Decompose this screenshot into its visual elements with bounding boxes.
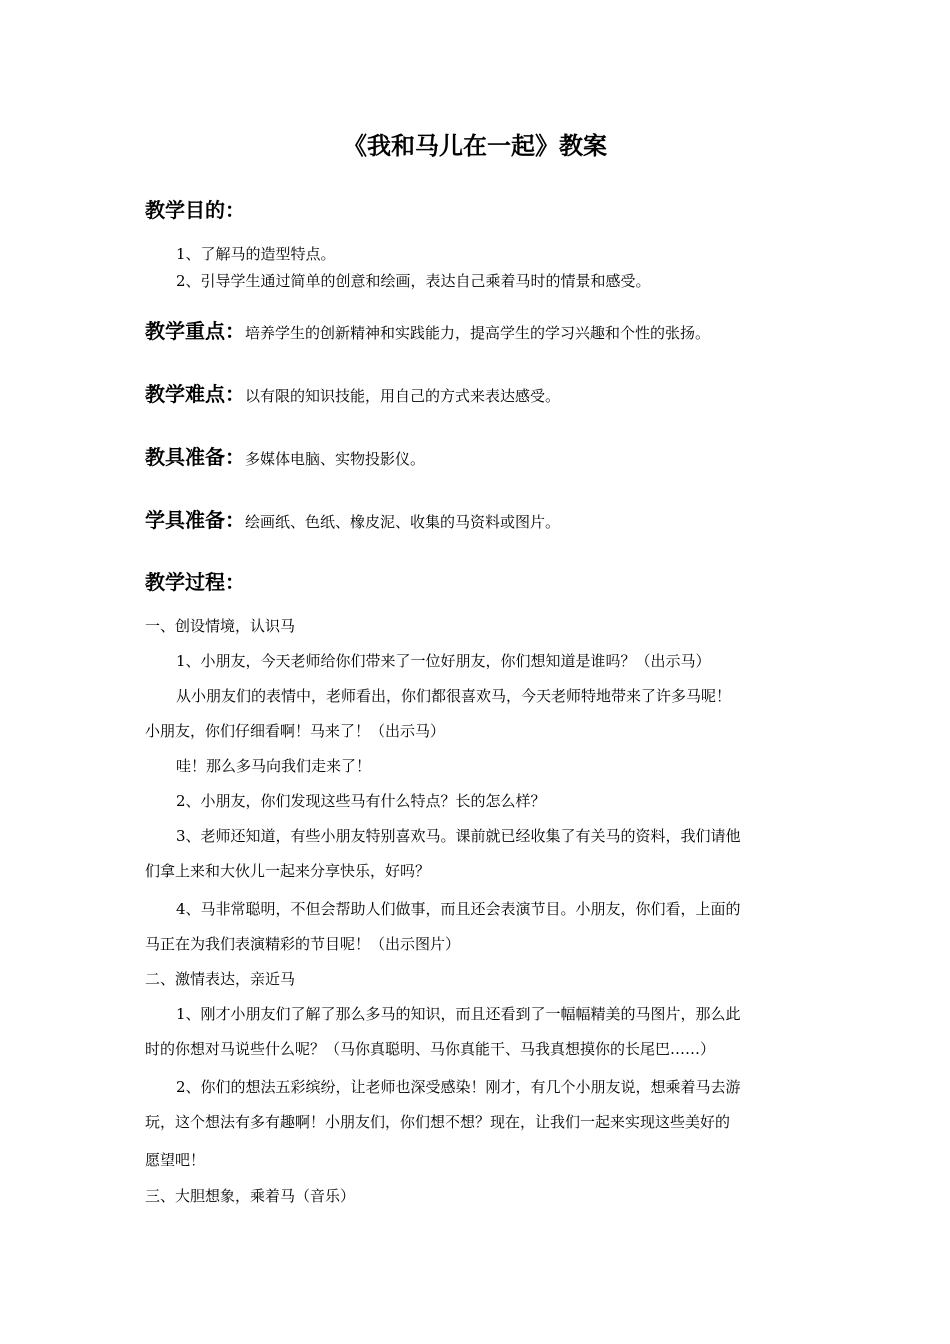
teacher-tools-section <box>145 441 425 470</box>
process-line: 小朋友，你们仔细看啊！马来了！（出示马） <box>145 722 446 740</box>
process-line: 愿望吧！ <box>145 1151 206 1169</box>
teacher-tools-heading: 教具准备： <box>145 445 245 469</box>
key-point-heading: 教学重点： <box>145 319 245 343</box>
process-line: 1、刚才小朋友们了解了那么多马的知识，而且还看到了一幅幅精美的马图片，那么此 <box>176 1005 741 1023</box>
document-title: 《我和马儿在一起》教案 <box>343 132 607 160</box>
teacher-tools-text: 多媒体电脑、实物投影仪。 <box>245 450 426 468</box>
process-line: 4、马非常聪明，不但会帮助人们做事，而且还会表演节目。小朋友，你们看，上面的 <box>176 900 741 918</box>
objective-item-2: 2、引导学生通过简单的创意和绘画，表达自己乘着马时的情景和感受。 <box>176 272 651 290</box>
process-line: 马正在为我们表演精彩的节目呢！（出示图片） <box>145 935 461 953</box>
student-tools-heading: 学具准备： <box>145 508 245 532</box>
process-heading: 教学过程： <box>145 570 245 594</box>
process-line: 3、老师还知道，有些小朋友特别喜欢马。课前就已经收集了有关马的资料，我们请他 <box>176 827 741 845</box>
process-line: 2、小朋友，你们发现这些马有什么特点？长的怎么样？ <box>176 792 546 810</box>
objective-heading: 教学目的： <box>145 198 245 222</box>
process-line: 二、激情表达，亲近马 <box>145 970 296 988</box>
process-line: 们拿上来和大伙儿一起来分享快乐，好吗？ <box>145 862 431 880</box>
process-line: 一、创设情境，认识马 <box>145 617 296 635</box>
objective-item-1: 1、了解马的造型特点。 <box>176 245 336 263</box>
student-tools-section <box>145 504 560 533</box>
difficulty-section <box>145 378 560 407</box>
process-line: 三、大胆想象，乘着马（音乐） <box>145 1187 356 1205</box>
difficulty-heading: 教学难点： <box>145 382 245 406</box>
process-line: 从小朋友们的表情中，老师看出，你们都很喜欢马，今天老师特地带来了许多马呢！ <box>176 687 732 705</box>
difficulty-text: 以有限的知识技能，用自己的方式来表达感受。 <box>245 387 561 405</box>
process-line: 2、你们的想法五彩缤纷，让老师也深受感染！刚才，有几个小朋友说，想乘着马去游 <box>176 1078 741 1096</box>
key-point-text: 培养学生的创新精神和实践能力，提高学生的学习兴趣和个性的张扬。 <box>245 324 711 342</box>
process-line: 时的你想对马说些什么呢？（马你真聪明、马你真能干、马我真想摸你的长尾巴……） <box>145 1040 716 1058</box>
key-point-section <box>145 315 710 344</box>
process-line: 玩，这个想法有多有趣啊！小朋友们，你们想不想？现在，让我们一起来实现这些美好的 <box>145 1113 731 1131</box>
student-tools-text: 绘画纸、色纸、橡皮泥、收集的马资料或图片。 <box>245 513 561 531</box>
process-line: 哇！那么多马向我们走来了！ <box>176 757 372 775</box>
process-line: 1、小朋友，今天老师给你们带来了一位好朋友，你们想知道是谁吗？（出示马） <box>176 652 711 670</box>
